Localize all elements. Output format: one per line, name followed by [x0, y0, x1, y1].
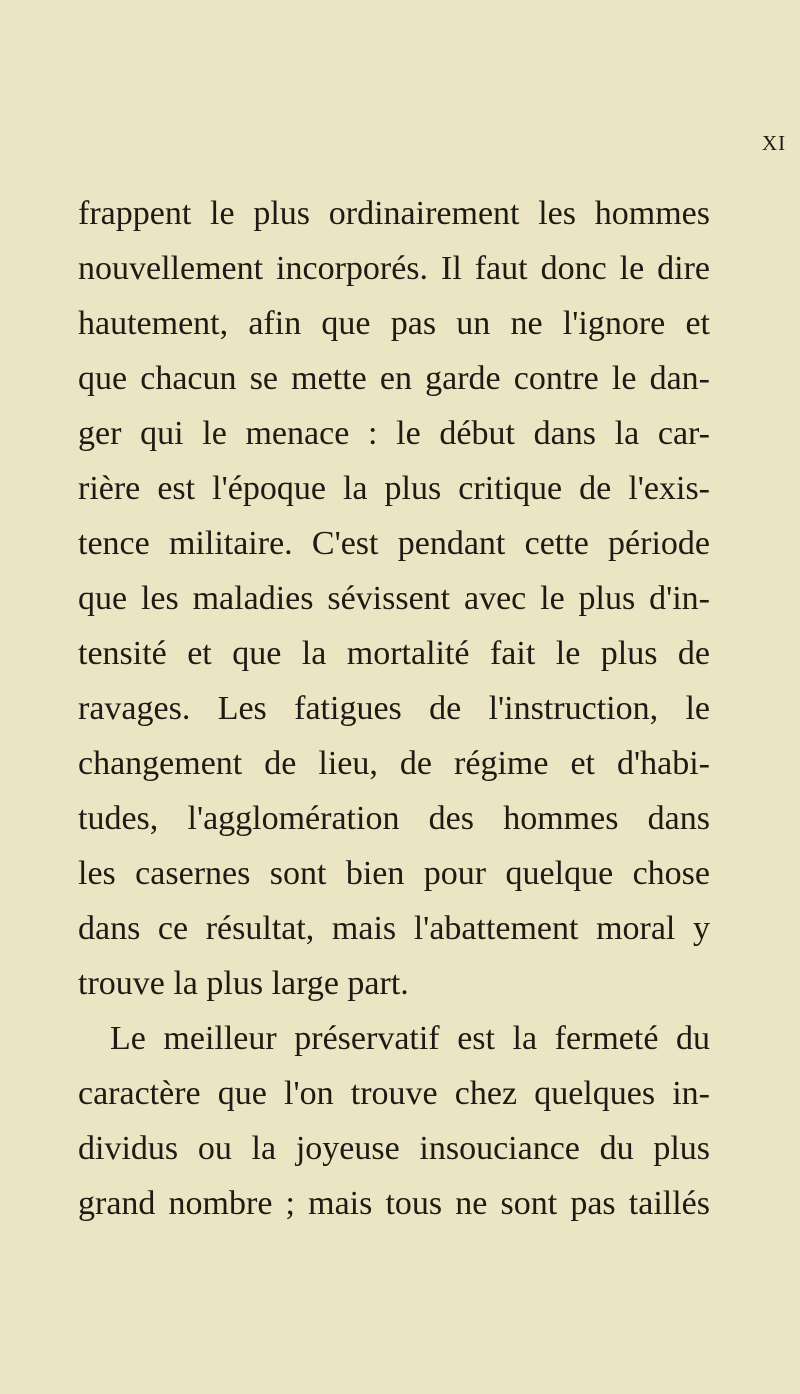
- text-line: que les maladies sévissent avec le plus d'in-: [78, 580, 710, 617]
- paragraph-start-line: Le meilleur préservatif est la fermeté du: [110, 1020, 710, 1057]
- page-number: XI: [762, 131, 787, 155]
- text-line: dans ce résultat, mais l'abattement moral y: [78, 910, 710, 947]
- text-line: ger qui le menace : le début dans la car-: [78, 415, 710, 452]
- text-line: tudes, l'agglomération des hommes dans: [78, 800, 710, 837]
- text-line: grand nombre ; mais tous ne sont pas taillés: [78, 1185, 710, 1222]
- text-line: changement de lieu, de régime et d'habi-: [78, 745, 710, 782]
- text-line: hautement, afin que pas un ne l'ignore et: [78, 305, 710, 342]
- body-text: [78, 186, 710, 1231]
- text-line: tence militaire. C'est pendant cette période: [78, 525, 710, 562]
- text-line: frappent le plus ordinairement les hommes: [78, 195, 710, 232]
- text-line: nouvellement incorporés. Il faut donc le dire: [78, 250, 710, 287]
- text-line: caractère que l'on trouve chez quelques in-: [78, 1075, 710, 1112]
- text-line: ravages. Les fatigues de l'instruction, le: [78, 690, 710, 727]
- paragraph-end-line: trouve la plus large part.: [78, 965, 409, 1002]
- text-line: tensité et que la mortalité fait le plus de: [78, 635, 710, 672]
- text-line: que chacun se mette en garde contre le dan-: [78, 360, 710, 397]
- text-line: les casernes sont bien pour quelque chose: [78, 855, 710, 892]
- text-line: dividus ou la joyeuse insouciance du plus: [78, 1130, 710, 1167]
- text-line: rière est l'époque la plus critique de l'exis-: [78, 470, 710, 507]
